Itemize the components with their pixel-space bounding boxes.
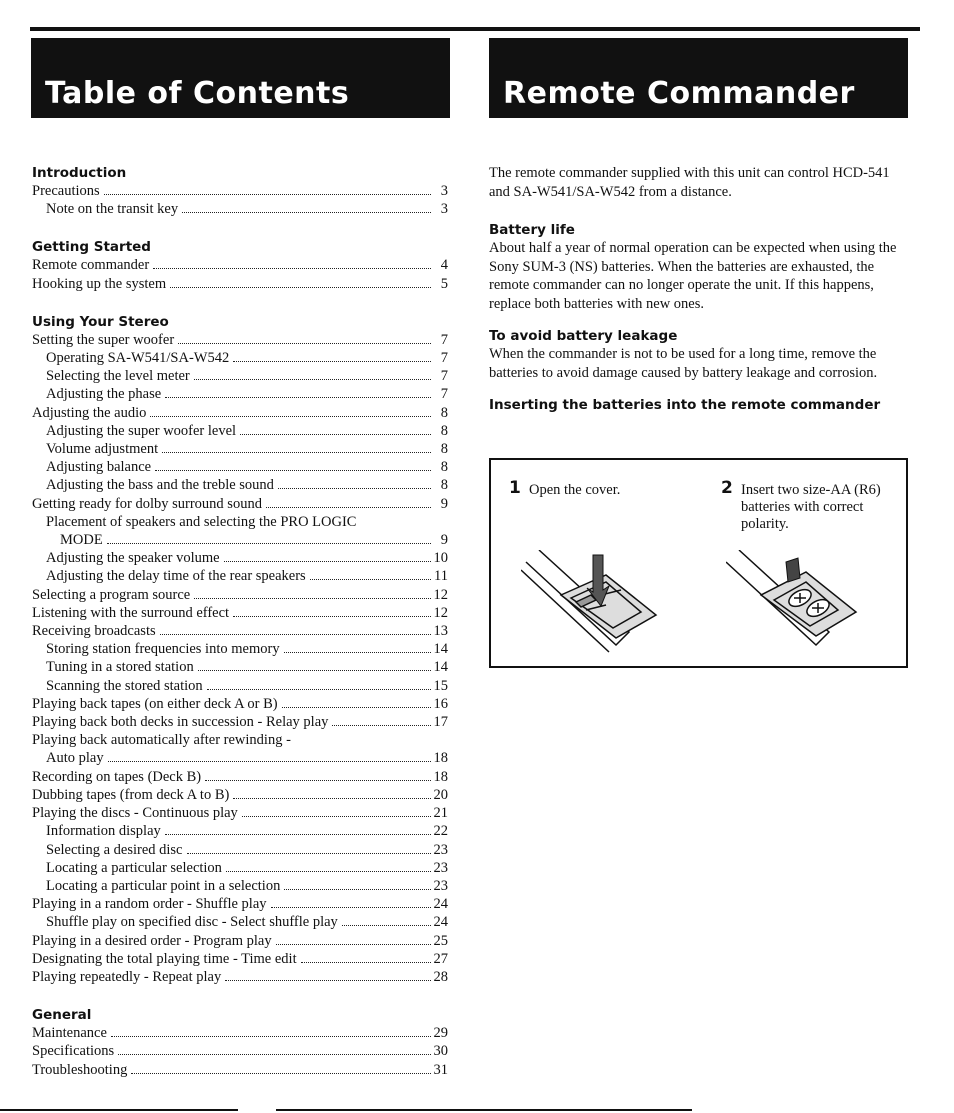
battery-life-heading: Battery life (489, 222, 575, 238)
toc-page-number: 29 (433, 1025, 448, 1042)
dot-leader (233, 798, 430, 799)
toc-page-number: 27 (433, 950, 448, 967)
toc-entry (32, 895, 448, 913)
toc-entry-label: Designating the total playing time - Time edit (32, 950, 297, 967)
leakage-heading: To avoid battery leakage (489, 328, 678, 344)
toc-entry-continuation: MODE (60, 532, 103, 549)
toc-entry (32, 749, 448, 767)
toc-page-number: 14 (433, 659, 448, 676)
dot-leader (162, 452, 431, 453)
step-text: Insert two size-AA (R6) batteries with correct polarity. (741, 482, 881, 532)
toc-entry-label: Troubleshooting (32, 1061, 128, 1078)
toc-entry-label: Adjusting the audio (32, 404, 147, 421)
toc-entry-label: Setting the super woofer (32, 331, 175, 348)
toc-entry-label: Playing the discs - Continuous play (32, 805, 238, 822)
toc-page-number: 25 (433, 932, 448, 949)
toc-entry-label: Selecting a program source (32, 586, 191, 603)
toc-entry (32, 182, 448, 200)
toc-entry-label: Playing in a desired order - Program play (32, 932, 272, 949)
toc-page-number: 9 (440, 495, 448, 512)
toc-page-number: 7 (440, 368, 448, 385)
toc-entry (32, 586, 448, 604)
toc-entry (32, 331, 448, 349)
toc-page-number: 17 (433, 714, 448, 731)
toc-page-number: 23 (433, 877, 448, 894)
toc-page-number: 8 (440, 459, 448, 476)
toc-entry (32, 549, 448, 567)
toc-entry (32, 567, 448, 585)
dot-leader (233, 616, 430, 617)
remote-intro: The remote commander supplied with this unit can control HCD-541 and SA-W541/SA-W542 from a distance. (489, 165, 890, 200)
open-cover-illustration (521, 550, 671, 655)
toc-entry-label: Volume adjustment (46, 441, 159, 458)
toc-entry-label: Getting ready for dolby surround sound (32, 495, 262, 512)
toc-entry-label: Dubbing tapes (from deck A to B) (32, 786, 230, 803)
dot-leader (104, 194, 431, 195)
toc-entry-label: Selecting the level meter (46, 368, 190, 385)
toc-entry (32, 275, 448, 293)
toc-entry-label: Selecting a desired disc (46, 841, 183, 858)
toc-page-number: 24 (433, 914, 448, 931)
dot-leader (194, 379, 431, 380)
dot-leader (342, 925, 431, 926)
toc-entry (32, 604, 448, 622)
toc-entry (32, 841, 448, 859)
toc-entry (32, 404, 448, 422)
toc-entry (32, 458, 448, 476)
toc-entry-continuation: Auto play (46, 750, 104, 767)
step-number: 2 (721, 478, 733, 498)
inserting-heading: Inserting the batteries into the remote commander (489, 397, 881, 413)
toc-entry-label: Shuffle play on specified disc - Select shuffle play (46, 914, 338, 931)
toc-entry-label: Adjusting balance (46, 459, 152, 476)
dot-leader (178, 343, 431, 344)
toc-entry (32, 1042, 448, 1060)
dot-leader (170, 287, 431, 288)
toc-entry-label: Playing in a random order - Shuffle play (32, 896, 267, 913)
toc-page-number: 21 (433, 805, 448, 822)
toc-entry-label: Locating a particular selection (46, 859, 222, 876)
toc-entry-label: Storing station frequencies into memory (46, 641, 280, 658)
dot-leader (150, 416, 431, 417)
toc-entry (32, 913, 448, 931)
toc-entry-label: Maintenance (32, 1025, 107, 1042)
dot-leader (224, 561, 431, 562)
toc-entry-label: Playing back both decks in succession - Relay play (32, 714, 329, 731)
battery-life-text: About half a year of normal operation can be expected when using the Sony SUM-3 (NS) batteries. When the batteries are exhausted, the remote commander can no longer operate the unit. If this happens, replace both batteries with new ones. (489, 240, 897, 312)
dot-leader (207, 689, 431, 690)
toc-entry (32, 349, 448, 367)
dot-leader (107, 543, 431, 544)
toc-page-number: 23 (433, 859, 448, 876)
toc-entry (32, 1024, 448, 1042)
toc-entry-label: Playing repeatedly - Repeat play (32, 968, 222, 985)
toc-section-heading: Using Your Stereo (32, 313, 169, 330)
dot-leader (194, 598, 430, 599)
toc-page-number: 14 (433, 641, 448, 658)
dot-leader (160, 634, 431, 635)
toc-entry (32, 950, 448, 968)
leakage-text: When the commander is not to be used for a long time, remove the batteries to avoid damage caused by battery leakage and corrosion. (489, 346, 878, 381)
toc-entry (32, 695, 448, 713)
toc-entry (32, 1061, 448, 1079)
toc-entry-label: Placement of speakers and selecting the PRO LOGIC (46, 513, 357, 530)
toc-section-heading: General (32, 1007, 92, 1024)
toc-entry-label: Tuning in a stored station (46, 659, 194, 676)
toc-entry-label: Information display (46, 823, 161, 840)
dot-leader (278, 488, 431, 489)
dot-leader (165, 834, 431, 835)
dot-leader (226, 871, 431, 872)
toc-page-number: 3 (440, 183, 448, 199)
toc-entry-label: Remote commander (32, 257, 150, 274)
dot-leader (111, 1036, 431, 1037)
dot-leader (205, 780, 430, 781)
toc-entry-label: Adjusting the super woofer level (46, 422, 237, 439)
toc-header: Table of Contents (31, 38, 450, 118)
dot-leader (118, 1054, 430, 1055)
toc-entry-label: Receiving broadcasts (32, 623, 156, 640)
step-number: 1 (509, 478, 521, 498)
toc-page-number: 8 (440, 422, 448, 439)
toc-entry (32, 804, 448, 822)
toc-page-number: 8 (440, 404, 448, 421)
toc-entry (32, 476, 448, 494)
toc-page-number: 8 (440, 441, 448, 458)
dot-leader (271, 907, 431, 908)
toc-page-number: 18 (433, 768, 448, 785)
dot-leader (332, 725, 430, 726)
toc-entry-label: Adjusting the phase (46, 386, 162, 403)
toc-section (32, 164, 448, 218)
dot-leader (310, 579, 431, 580)
toc-page-number: 7 (440, 350, 448, 367)
toc-entry-label: Precautions (32, 183, 100, 199)
toc-entry (32, 822, 448, 840)
battery-figure (489, 458, 908, 668)
toc-entry-label: Adjusting the bass and the treble sound (46, 477, 274, 494)
remote-header: Remote Commander (489, 38, 908, 118)
dot-leader (108, 761, 431, 762)
bottom-rule-right (276, 1109, 692, 1111)
toc-section (32, 313, 448, 986)
toc-section-heading: Getting Started (32, 239, 151, 256)
remote-commander-section (489, 164, 909, 414)
toc-entry (32, 622, 448, 640)
toc-entry (32, 968, 448, 986)
toc-page-number: 28 (433, 968, 448, 985)
dot-leader (198, 670, 431, 671)
toc-page-number: 12 (433, 604, 448, 621)
toc-entry (32, 422, 448, 440)
toc-entry-label: Recording on tapes (Deck B) (32, 768, 202, 785)
toc-entry (32, 495, 448, 513)
toc-entry-label: Scanning the stored station (46, 677, 203, 694)
toc-entry-label: Adjusting the speaker volume (46, 550, 220, 567)
toc-page-number: 13 (433, 623, 448, 640)
step-text: Open the cover. (529, 482, 621, 498)
toc-entry-label: Playing back automatically after rewinding - (32, 732, 291, 749)
toc-entry-label: Operating SA-W541/SA-W542 (46, 350, 230, 367)
toc-section (32, 238, 448, 292)
toc-entry (32, 859, 448, 877)
dot-leader (276, 944, 431, 945)
dot-leader (284, 652, 431, 653)
toc-entry-label: Listening with the surround effect (32, 604, 230, 621)
dot-leader (240, 434, 431, 435)
toc-entry-label: Playing back tapes (on either deck A or B) (32, 695, 278, 712)
toc-entry (32, 658, 448, 676)
toc-entry (32, 640, 448, 658)
toc-page-number: 15 (433, 677, 448, 694)
toc-page-number: 8 (440, 477, 448, 494)
toc-entry (32, 786, 448, 804)
toc-entry (32, 713, 448, 731)
dot-leader (301, 962, 431, 963)
dot-leader (187, 853, 431, 854)
toc-page-number: 7 (440, 331, 448, 348)
toc-entry (32, 385, 448, 403)
toc-page-number: 3 (440, 201, 448, 218)
dot-leader (165, 397, 431, 398)
toc-page-number: 20 (433, 786, 448, 803)
toc-page-number: 5 (440, 275, 448, 292)
toc-page-number: 30 (433, 1043, 448, 1060)
insert-batteries-illustration (726, 550, 876, 655)
top-rule (30, 27, 920, 31)
dot-leader (225, 980, 430, 981)
toc-entry (32, 531, 448, 549)
dot-leader (153, 268, 431, 269)
toc-entry (32, 200, 448, 218)
toc-entry (32, 256, 448, 274)
toc-page-number: 16 (433, 695, 448, 712)
toc-entry (32, 367, 448, 385)
dot-leader (266, 507, 431, 508)
bottom-rule-left (0, 1109, 238, 1111)
toc-page-number: 4 (440, 257, 448, 274)
toc-page-number: 18 (433, 750, 448, 767)
toc-entry-label: Note on the transit key (46, 201, 179, 218)
toc-page-number: 10 (433, 550, 448, 567)
toc-entry (32, 877, 448, 895)
toc-entry (32, 932, 448, 950)
toc-page-number: 22 (433, 823, 448, 840)
dot-leader (131, 1073, 430, 1074)
toc-entry (32, 677, 448, 695)
dot-leader (182, 212, 431, 213)
toc-entry (32, 440, 448, 458)
toc-page-number: 23 (433, 841, 448, 858)
toc-page-number: 12 (433, 586, 448, 603)
dot-leader (233, 361, 431, 362)
toc-page-number: 9 (440, 532, 448, 549)
toc-section (32, 1006, 448, 1079)
toc-entry-label: Adjusting the delay time of the rear speakers (46, 568, 306, 585)
table-of-contents (32, 164, 448, 1099)
toc-page-number: 24 (433, 896, 448, 913)
toc-page-number: 7 (440, 386, 448, 403)
toc-page-number: 11 (434, 568, 448, 585)
toc-section-heading: Introduction (32, 165, 127, 181)
toc-entry-label: Specifications (32, 1043, 115, 1060)
toc-entry-label: Locating a particular point in a selection (46, 877, 281, 894)
toc-entry-label: Hooking up the system (32, 275, 167, 292)
dot-leader (155, 470, 431, 471)
dot-leader (242, 816, 431, 817)
dot-leader (284, 889, 430, 890)
toc-entry (32, 768, 448, 786)
toc-page-number: 31 (433, 1061, 448, 1078)
dot-leader (282, 707, 431, 708)
